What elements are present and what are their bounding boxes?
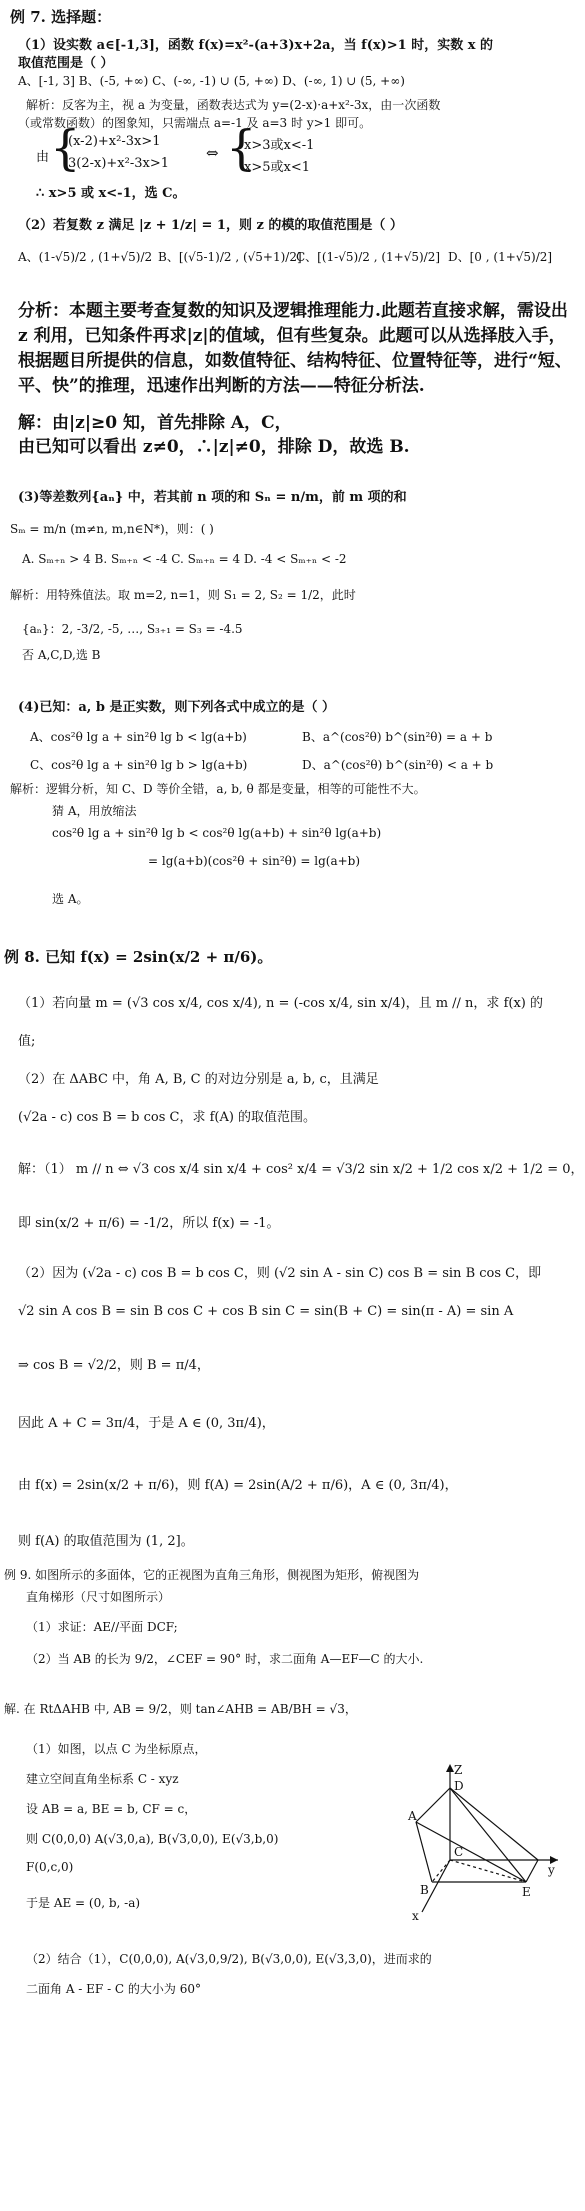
ex7-q3-options: A. Sₘ₊ₙ > 4 B. Sₘ₊ₙ < -4 C. Sₘ₊ₙ = 4 D. -4 < Sₘ₊ₙ < -2 — [22, 552, 347, 566]
edge-CB — [432, 1860, 450, 1882]
label-C: C — [454, 1845, 464, 1859]
label-E: E — [522, 1885, 531, 1899]
ex8-p2a: （2）在 ΔABC 中，角 A, B, C 的对边分别是 a, b, c，且满足 — [18, 1072, 379, 1087]
ex7-q1-equiv: ⇔ — [206, 144, 219, 162]
label-B: B — [420, 1883, 429, 1897]
ex9-s4: 设 AB = a, BE = b, CF = c， — [26, 1802, 197, 1816]
edge-AE — [416, 1822, 526, 1882]
ex7-q1-res1: x>3或x<-1 — [244, 138, 315, 153]
label-Z: Z — [454, 1763, 463, 1777]
ex7-q4-optA: A、cos²θ lg a + sin²θ lg b < lg(a+b) — [30, 730, 247, 744]
ex9-s3: 建立空间直角坐标系 C - xyz — [26, 1772, 179, 1786]
left-brace-icon: { — [226, 120, 257, 176]
ex9-q2: （2）当 AB 的长为 9/2，∠CEF = 90° 时，求二面角 A—EF—C 的大小. — [26, 1652, 424, 1666]
edge-AB — [416, 1822, 432, 1882]
ex7-q2-analysis4: 平、快”的推理，迅速作出判断的方法——特征分析法. — [18, 376, 425, 396]
ex7-q4-sol1: 解析：逻辑分析，知 C、D 等价全错，a, b, θ 都是变量，相等的可能性不大。 — [10, 782, 426, 796]
polyhedron-figure — [410, 1760, 560, 1930]
ex7-q2-optB: B、[(√5-1)/2 , (√5+1)/2] — [158, 250, 302, 264]
ex7-q4-stem: (4)已知：a, b 是正实数，则下列各式中成立的是（ ） — [18, 700, 335, 715]
ex7-q1-options: A、[-1, 3] B、(-5, +∞) C、(-∞, -1) ∪ (5, +∞) D、(-∞, 1) ∪ (5, +∞) — [18, 74, 405, 88]
ex9-s6: F(0,c,0) — [26, 1860, 74, 1874]
label-A: A — [408, 1809, 417, 1823]
ex7-q4-sol2: 猜 A，用放缩法 — [52, 804, 137, 818]
ex7-q4-optC: C、cos²θ lg a + sin²θ lg b > lg(a+b) — [30, 758, 248, 772]
ex7-q4-optB: B、a^(cos²θ) b^(sin²θ) = a + b — [302, 730, 493, 744]
edge-CE — [450, 1860, 526, 1882]
ex9-s1: 解. 在 RtΔAHB 中, AB = 9/2，则 tan∠AHB = AB/BH = √3， — [4, 1702, 357, 1716]
edge-DE — [450, 1788, 526, 1882]
ex8-s2: 即 sin(x/2 + π/6) = -1/2，所以 f(x) = -1。 — [18, 1216, 280, 1231]
ex9-s9: 二面角 A - EF - C 的大小为 60° — [26, 1982, 202, 1996]
ex8-p1b: 值; — [18, 1034, 36, 1049]
ex8-s8: 则 f(A) 的取值范围为 (1, 2]。 — [18, 1534, 194, 1549]
ex7-q1-sol1: 解析：反客为主，视 a 为变量，函数表达式为 y=(2-x)·a+x²-3x，由一次函数 — [26, 98, 441, 112]
ex7-q4-optD: D、a^(cos²θ) b^(sin²θ) < a + b — [302, 758, 494, 772]
ex7-q1-conclusion: ∴ x>5 或 x<-1，选 C。 — [36, 186, 186, 201]
label-y: y — [548, 1863, 555, 1877]
ex9-s8: （2）结合（1），C(0,0,0), A(√3,0,9/2), B(√3,0,0), E(√3,3,0)，进而求的 — [26, 1952, 432, 1966]
ex9-title1: 例 9. 如图所示的多面体，它的正视图为直角三角形，侧视图为矩形，俯视图为 — [4, 1568, 420, 1582]
ex9-title2: 直角梯形（尺寸如图所示） — [26, 1590, 171, 1604]
label-x: x — [412, 1909, 419, 1923]
ex7-q2-stem: （2）若复数 z 满足 |z + 1/z| = 1，则 z 的模的取值范围是（ ） — [18, 218, 403, 233]
ex8-s7: 由 f(x) = 2sin(x/2 + π/6)，则 f(A) = 2sin(A/2 + π/6)，A ∈ (0, 3π/4)， — [18, 1478, 458, 1493]
ex7-q1-sys-prefix: 由 — [36, 150, 50, 165]
ex7-title: 例 7. 选择题： — [10, 8, 112, 26]
left-brace-icon: { — [50, 120, 81, 176]
ex7-q1-res2: x>5或x<1 — [244, 160, 310, 175]
ex7-q3-sol1: 解析：用特殊值法。取 m=2, n=1，则 S₁ = 2, S₂ = 1/2，此时 — [10, 588, 356, 602]
ex7-q2-analysis3: 根据题目所提供的信息，如数值特征、结构特征、位置特征等，进行“短、 — [18, 351, 572, 371]
ex7-q2-analysis2: z 利用，已知条件再求|z|的值域，但有些复杂。此题可以从选择肢入手， — [18, 326, 566, 346]
ex9-q1: （1）求证：AE//平面 DCF; — [26, 1620, 178, 1634]
ex7-q2-analysis1: 分析：本题主要考查复数的知识及逻辑推理能力.此题若直接求解，需设出 — [18, 301, 568, 321]
label-D: D — [454, 1779, 464, 1793]
ex8-s6: 因此 A + C = 3π/4，于是 A ∈ (0, 3π/4)， — [18, 1416, 275, 1431]
ex7-q3-stem1: (3)等差数列{aₙ} 中，若其前 n 项的和 Sₙ = n/m，前 m 项的和 — [18, 490, 407, 505]
ex8-p1a: （1）若向量 m = (√3 cos x/4, cos x/4), n = (-cos x/4, sin x/4)，且 m // n，求 f(x) 的 — [18, 996, 543, 1011]
ex7-q1-line2: 取值范围是（ ） — [18, 56, 114, 71]
ex7-q3-stem2: Sₘ = m/n (m≠n, m,n∈N*)，则：( ) — [10, 522, 214, 536]
ex7-q3-sol2: {aₙ}：2, -3/2, -5, …, S₃₊₁ = S₃ = -4.5 — [22, 622, 243, 636]
ex8-s1: 解：（1） m // n ⇔ √3 cos x/4 sin x/4 + cos² x/4 = √3/2 sin x/2 + 1/2 cos x/2 + 1/2 = 0， — [18, 1162, 584, 1177]
ex8-s3: （2）因为 (√2a - c) cos B = b cos C，则 (√2 sin A - sin C) cos B = sin B cos C，即 — [18, 1266, 542, 1281]
edge-EF — [526, 1860, 538, 1882]
z-arrow-icon — [446, 1764, 454, 1772]
edge-DF — [450, 1788, 538, 1860]
ex7-q1-sys1: (x-2)+x²-3x>1 — [68, 134, 161, 149]
ex9-s5: 则 C(0,0,0) A(√3,0,a), B(√3,0,0), E(√3,b,0) — [26, 1832, 279, 1846]
ex7-q2-sol2: 由已知可以看出 z≠0，∴|z|≠0，排除 D，故选 B. — [18, 437, 410, 457]
ex7-q4-sol3: cos²θ lg a + sin²θ lg b < cos²θ lg(a+b) + sin²θ lg(a+b) — [52, 826, 382, 840]
ex9-s7: 于是 AE = (0, b, -a) — [26, 1896, 141, 1910]
ex9-s2: （1）如图，以点 C 为坐标原点， — [26, 1742, 207, 1756]
ex7-q2-optD: D、[0 , (1+√5)/2] — [448, 250, 553, 264]
ex8-s4: √2 sin A cos B = sin B cos C + cos B sin C = sin(B + C) = sin(π - A) = sin A — [18, 1304, 514, 1319]
ex7-q2-optC: C、[(1-√5)/2 , (1+√5)/2] — [296, 250, 441, 264]
ex8-p2b: (√2a - c) cos B = b cos C，求 f(A) 的取值范围。 — [18, 1110, 317, 1125]
ex7-q2-sol1: 解：由|z|≥0 知，首先排除 A，C， — [18, 413, 292, 433]
ex7-q1-line1: （1）设实数 a∈[-1,3]，函数 f(x)=x²-(a+3)x+2a，当 f(x)>1 时，实数 x 的 — [18, 38, 494, 53]
ex8-title: 例 8. 已知 f(x) = 2sin(x/2 + π/6)。 — [4, 948, 273, 966]
ex7-q4-sol5: 选 A。 — [52, 892, 89, 906]
edge-DA — [416, 1788, 450, 1822]
ex7-q1-sol2: （或常数函数）的图象知，只需端点 a=-1 及 a=3 时 y>1 即可。 — [18, 116, 372, 130]
ex8-s5: ⇒ cos B = √2/2，则 B = π/4， — [18, 1358, 210, 1373]
ex7-q3-sol3: 否 A,C,D,选 B — [22, 648, 101, 662]
ex7-q1-sys2: 3(2-x)+x²-3x>1 — [68, 156, 170, 171]
ex7-q4-sol4: = lg(a+b)(cos²θ + sin²θ) = lg(a+b) — [148, 854, 361, 868]
ex7-q2-optA: A、(1-√5)/2 , (1+√5)/2 — [18, 250, 153, 264]
